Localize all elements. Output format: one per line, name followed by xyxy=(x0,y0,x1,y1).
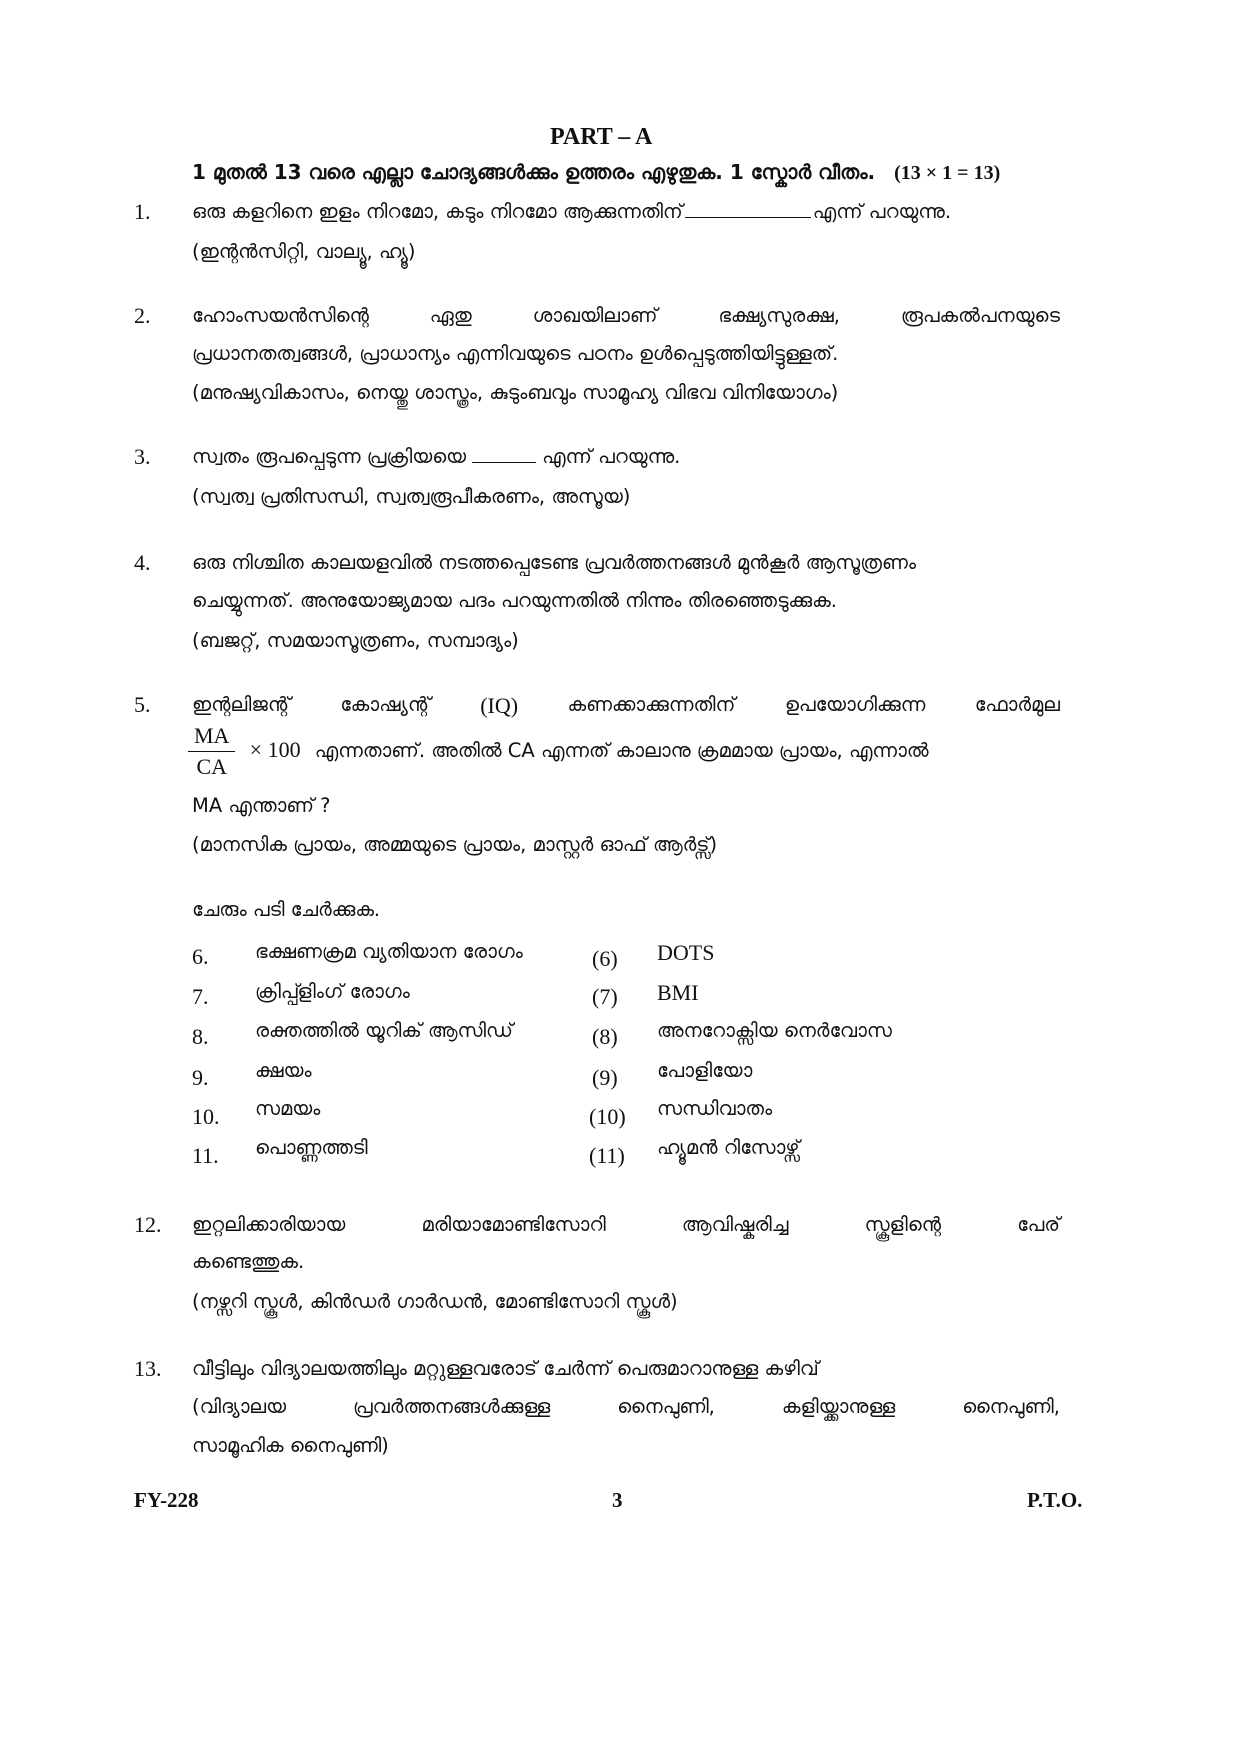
match-heading: ചേരും പടി ചേർക്കുക. xyxy=(192,898,381,921)
question-2-options: (മനുഷ്യവികാസം, നെയ്തു ശാസ്ത്രം, കുടുംബവും സാമൂഹ്യ വിഭവ വിനിയോഗം) xyxy=(192,381,839,404)
question-13-line1: വീട്ടിലും വിദ്യാലയത്തിലും മറ്റുള്ളവരോട് ചേർന്ന് പെരുമാറാനുള്ള കഴിവ് xyxy=(192,1357,819,1380)
question-2-line1 xyxy=(192,304,1060,327)
word: ഫോർമുല xyxy=(974,693,1060,716)
multiplier: × 100 xyxy=(249,737,301,762)
match-right-number: (11) xyxy=(589,1143,625,1168)
word: കളിയ്ക്കാനുള്ള xyxy=(781,1395,896,1418)
word: മരിയാമോണ്ടിസോറി xyxy=(421,1213,606,1236)
question-number: 13. xyxy=(134,1356,162,1381)
match-left-item: പൊണ്ണത്തടി xyxy=(255,1136,368,1159)
match-row-number: 6. xyxy=(192,944,209,969)
word: ആവിഷ്കരിച്ച xyxy=(681,1213,789,1236)
paper-code: FY-228 xyxy=(134,1488,199,1512)
word: പേര് xyxy=(1017,1213,1060,1236)
match-right-number: (7) xyxy=(592,984,618,1009)
word: കോഷ്യന്റ് xyxy=(340,693,431,716)
match-right-item: ഹ്യൂമൻ റിസോഴ്സ് xyxy=(657,1136,800,1159)
question-2-line2: പ്രധാനതത്വങ്ങൾ, പ്രാധാന്യം എന്നിവയുടെ പഠനം ഉൾപ്പെടുത്തിയിട്ടുള്ളത്. xyxy=(192,342,839,365)
match-right-item: DOTS xyxy=(657,940,715,965)
match-right-item: സന്ധിവാതം xyxy=(657,1097,773,1120)
word: ഏതു xyxy=(429,304,472,327)
match-left-item: രക്തത്തിൽ യൂറിക് ആസിഡ് xyxy=(255,1019,513,1042)
question-number: 2. xyxy=(134,303,151,328)
fraction-denominator: CA xyxy=(196,754,227,779)
question-13-line2 xyxy=(192,1395,1060,1418)
match-right-item: പോളിയോ xyxy=(657,1059,753,1082)
question-number: 4. xyxy=(134,550,151,575)
word: നൈപുണി, xyxy=(962,1395,1060,1418)
question-12-options: (നഴ്സറി സ്കൂൾ, കിൻഡർ ഗാർഡൻ, മോണ്ടിസോറി സ്കൂൾ) xyxy=(192,1290,678,1313)
word: കണക്കാക്കുന്നതിന് xyxy=(567,693,736,716)
word: ഭക്ഷ്യസുരക്ഷ, xyxy=(718,304,840,327)
question-13-line3: സാമൂഹിക നൈപുണി) xyxy=(192,1434,389,1457)
question-4-line2: ചെയ്യുന്നത്. അനുയോജ്യമായ പദം പറയുന്നതിൽ നിന്നും തിരഞ്ഞെടുക്കുക. xyxy=(192,589,837,612)
match-left-item: സമയം xyxy=(255,1097,321,1120)
match-right-item: BMI xyxy=(657,980,699,1005)
instruction-text: 1 മുതൽ 13 വരെ എല്ലാ ചോദ്യങ്ങൾക്കും ഉത്തരം എഴുതുക. 1 സ്കോർ വീതം. xyxy=(192,160,876,184)
match-right-item: അനറോക്സിയ നെർവോസ xyxy=(657,1019,892,1042)
question-4-options: (ബജറ്റ്, സമയാസൂത്രണം, സമ്പാദ്യം) xyxy=(192,629,519,652)
question-number: 12. xyxy=(134,1212,162,1237)
match-row-number: 7. xyxy=(192,984,209,1009)
match-row-number: 11. xyxy=(192,1143,219,1168)
question-text: എന്ന് പറയുന്നു. xyxy=(542,445,681,468)
instruction xyxy=(192,160,1000,185)
word: നൈപുണി, xyxy=(617,1395,715,1418)
question-4-line1: ഒരു നിശ്ചിത കാലയളവിൽ നടത്തപ്പെടേണ്ട പ്രവർത്തനങ്ങൾ മുൻകൂർ ആസൂത്രണം xyxy=(192,551,917,574)
question-text: ഒരു കളറിനെ ഇളം നിറമോ, കടും നിറമോ ആക്കുന്നതിന് xyxy=(192,200,683,223)
question-5-line2 xyxy=(188,723,929,780)
question-text: എന്ന് പറയുന്നു. xyxy=(812,200,952,223)
question-number: 5. xyxy=(134,692,151,717)
question-number: 1. xyxy=(134,199,151,224)
answer-blank xyxy=(472,446,536,463)
part-title: PART – A xyxy=(550,124,653,150)
match-left-item: ഭക്ഷണക്രമ വ്യതിയാന രോഗം xyxy=(255,940,523,963)
word: (വിദ്യാലയ xyxy=(192,1395,287,1418)
iq-fraction xyxy=(188,723,235,780)
question-12-line1 xyxy=(192,1213,1060,1236)
question-number: 3. xyxy=(134,444,151,469)
question-12-line2: കണ്ടെത്തുക. xyxy=(192,1250,305,1273)
question-1-text xyxy=(192,200,951,223)
match-right-number: (10) xyxy=(589,1104,626,1129)
question-5-line1 xyxy=(192,693,1060,719)
question-3-text xyxy=(192,445,680,468)
word: ഇന്റലിജന്റ് xyxy=(192,693,291,716)
question-text: സ്വതം രൂപപ്പെടുന്ന പ്രക്രിയയെ xyxy=(192,445,467,468)
match-right-number: (9) xyxy=(592,1065,618,1090)
question-text: എന്നതാണ്. അതിൽ CA എന്നത് കാലാനു ക്രമമായ പ്രായം, എന്നാൽ xyxy=(314,739,929,762)
match-right-number: (8) xyxy=(592,1024,618,1049)
fraction-numerator: MA xyxy=(188,723,235,752)
pto-label: P.T.O. xyxy=(1027,1488,1083,1512)
match-left-item: ക്ഷയം xyxy=(255,1059,312,1082)
question-5-options: (മാനസിക പ്രായം, അമ്മയുടെ പ്രായം, മാസ്റ്റർ ഓഫ് ആർട്സ്) xyxy=(192,833,718,856)
match-row-number: 8. xyxy=(192,1024,209,1049)
question-3-options: (സ്വത്വ പ്രതിസന്ധി, സ്വത്വരൂപീകരണം, അസൂയ) xyxy=(192,485,631,508)
word: സ്കൂളിന്റെ xyxy=(864,1213,942,1236)
word: ഇറ്റലിക്കാരിയായ xyxy=(192,1213,346,1236)
word: ഹോംസയൻസിന്റെ xyxy=(192,304,369,327)
match-right-number: (6) xyxy=(592,946,618,971)
page-number: 3 xyxy=(612,1488,623,1512)
match-row-number: 9. xyxy=(192,1065,209,1090)
word: രൂപകൽപനയുടെ xyxy=(900,304,1060,327)
word: പ്രവർത്തനങ്ങൾക്കുള്ള xyxy=(353,1395,551,1418)
answer-blank xyxy=(685,201,811,218)
match-left-item: ക്രിപ്പ്ളിംഗ് രോഗം xyxy=(255,980,410,1003)
match-row-number: 10. xyxy=(192,1104,220,1129)
question-5-line3: MA എന്താണ് ? xyxy=(192,794,331,817)
word: ശാഖയിലാണ് xyxy=(532,304,658,327)
word: (IQ) xyxy=(480,693,519,718)
instruction-marks: (13 × 1 = 13) xyxy=(894,162,1001,184)
question-1-options: (ഇന്റൻസിറ്റി, വാല്യൂ, ഹ്യൂ) xyxy=(192,240,416,263)
word: ഉപയോഗിക്കുന്ന xyxy=(784,693,926,716)
